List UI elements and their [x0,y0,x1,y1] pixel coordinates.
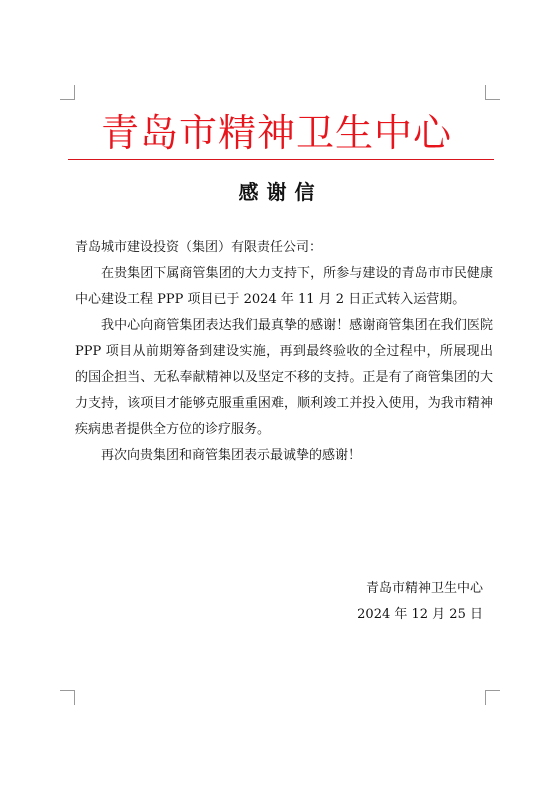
salutation: 青岛城市建设投资（集团）有限责任公司： [75,240,323,255]
crop-mark-bottom-left [60,690,75,705]
body-paragraph-1: 在贵集团下属商管集团的大力支持下，所参与建设的青岛市市民健康中心建设工程 PPP 项目已于 2024 年 11 月 2 日正式转入运营期。 [75,266,493,307]
crop-mark-top-left [60,85,75,100]
document-title: 感谢信 [238,180,323,204]
body-paragraph-3: 再次向贵集团和商管集团表示最诚挚的感谢！ [101,448,362,463]
letter-body [75,235,493,469]
letterhead-red-rule [68,159,494,160]
crop-mark-bottom-right [485,690,500,705]
signature-date: 2024 年 12 月 25 日 [357,607,483,622]
signature-org: 青岛市精神卫生中心 [365,581,483,596]
crop-mark-top-right [485,85,500,100]
body-paragraph-2: 我中心向商管集团表达我们最真挚的感谢！感谢商管集团在我们医院 PPP 项目从前期筹备到建设实施，再到最终验收的全过程中，所展现出的国企担当、无私奉献精神以及坚定不移的支持。正是有了商管集团的大力支持，该项目才能够克服重重困难，顺利竣工并投入使用，为我市精神疾病患者提供全方位的诊疗服务。 [75,318,493,437]
letterhead-org-name: 青岛市精神卫生中心 [100,111,452,155]
